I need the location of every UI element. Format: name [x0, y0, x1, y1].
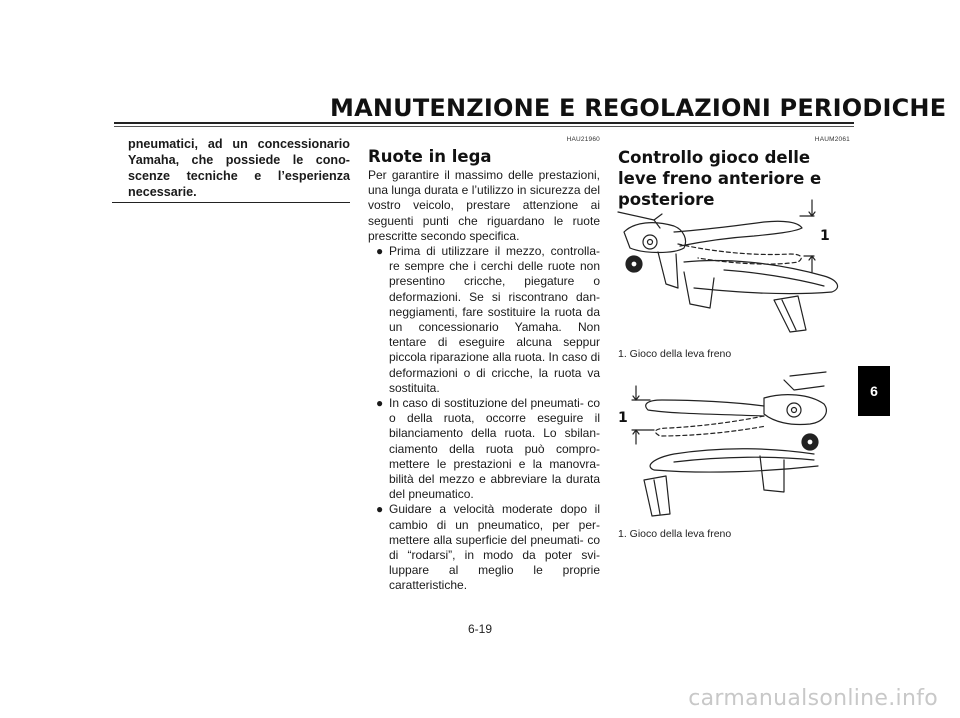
wheels-section [368, 136, 600, 594]
bullet-icon: ● [376, 396, 384, 411]
callout-label: 1 [820, 228, 830, 244]
bullet-icon: ● [376, 502, 384, 517]
section-intro: Per garantire il massimo delle prestazioni, una lunga durata e l’utilizzo in sicurezza del vostro veicolo, prestare attenzione ai seguenti punti che riguardano le ruote prescritte secondo specifica. [368, 168, 600, 243]
left-column [128, 136, 350, 200]
left-column-rule [112, 202, 350, 203]
section-code: HAU21960 [566, 136, 600, 143]
chapter-tab: 6 [858, 366, 890, 416]
bullet-item [368, 396, 600, 502]
header-rule [114, 122, 854, 124]
bullet-item [368, 244, 600, 396]
page-title: MANUTENZIONE E REGOLAZIONI PERIODICHE [330, 94, 947, 122]
callout-label: 1 [618, 410, 628, 426]
bullet-text: Prima di utilizzare il mezzo, controlla- re sempre che i cerchi delle ruote non presentino cricche, piegature o deformazioni. Se si riscontrano dan- neggiamenti, fare sostituire la ruota da un concessionario Yamaha. Non tentare di eseguire alcuna seppur piccola riparazione alla ruota. In caso di deformazioni o di cricche, la ruota va sostituita. [389, 244, 600, 395]
page-number: 6-19 [467, 622, 493, 636]
header-rule-thin [114, 126, 854, 127]
bullet-text: In caso di sostituzione del pneumati- co o della ruota, occorre eseguire il bilanciamento della ruota. Lo sbilan- ciamento della ruota può compro- mettere le prestazioni e la manovra- bilità del mezzo e abbreviare la durata del pneumatico. [389, 396, 600, 502]
section-code: HAUM2061 [814, 136, 850, 143]
section-title: Ruote in lega [368, 147, 492, 166]
front-brake-lever-figure [614, 192, 850, 340]
section-title: Controllo gioco delle leve freno anteriore e posteriore [618, 148, 822, 209]
watermark: carmanualsonline.info [688, 686, 938, 711]
bullet-icon: ● [376, 244, 384, 259]
figure-caption: 1. Gioco della leva freno [618, 348, 732, 360]
bullet-item [368, 502, 600, 593]
bullet-text: Guidare a velocità moderate dopo il cambio di un pneumatico, per per- mettere alla superficie del pneumati- co di “rodarsi”, in modo da poter svi- luppare al meglio le proprie caratteristiche. [389, 502, 600, 593]
figure-caption: 1. Gioco della leva freno [618, 528, 732, 540]
warning-continuation-text: pneumatici, ad un concessionario Yamaha, che possiede le cono- scenze tecniche e l’esperienza necessarie. [128, 137, 350, 199]
rear-brake-lever-figure [614, 370, 850, 520]
